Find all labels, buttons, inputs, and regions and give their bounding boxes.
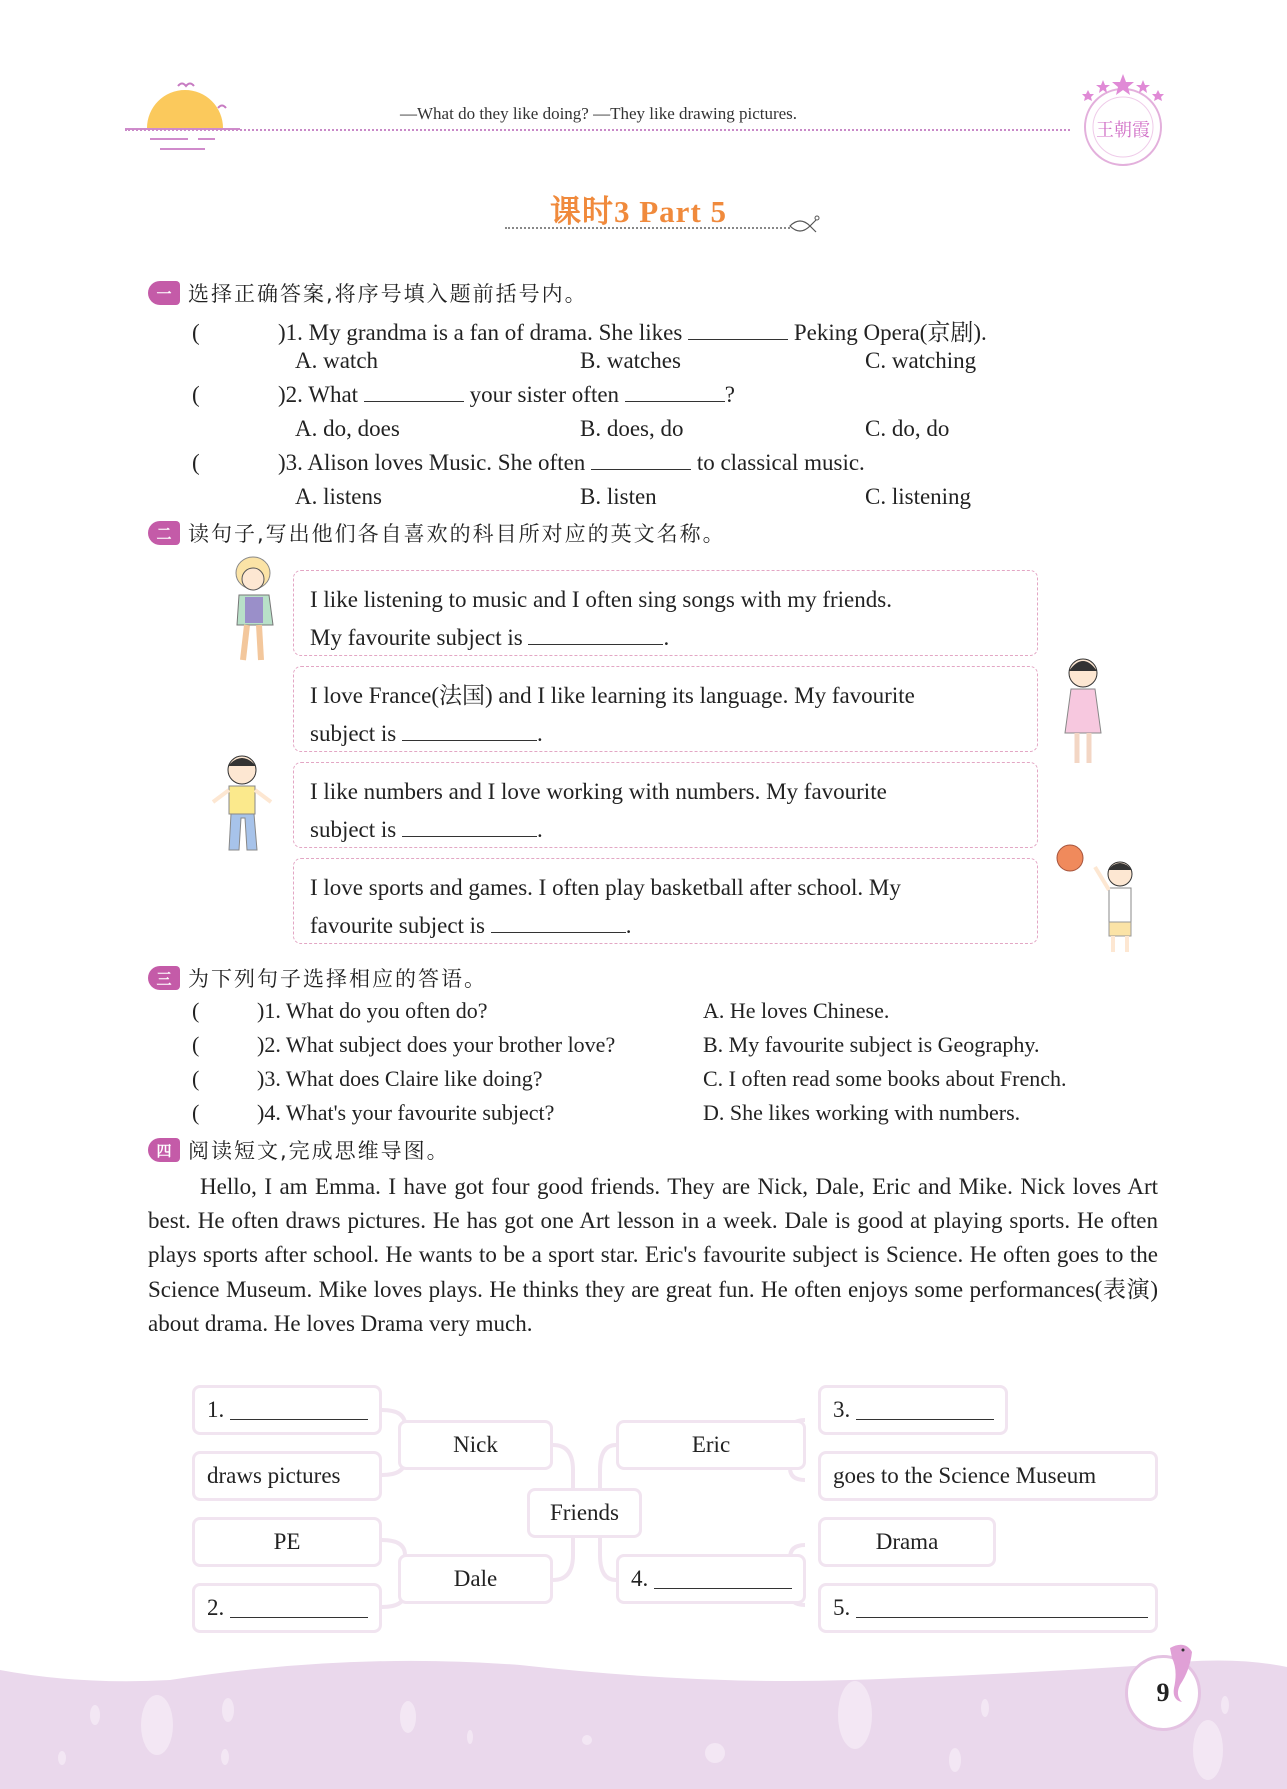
fill-blank[interactable] <box>856 1401 994 1420</box>
logo-text: 王朝霞 <box>1096 120 1150 141</box>
fill-blank[interactable] <box>230 1599 368 1618</box>
section-1-instructions: 选择正确答案,将序号填入题前括号内。 <box>188 282 588 306</box>
page-title: 课时3 Part 5 <box>550 194 728 229</box>
section-2-badge: 二 <box>148 521 180 545</box>
answer-paren[interactable]: ( <box>192 1100 200 1125</box>
s1-q2-option-b: B. does, do <box>580 416 684 441</box>
section-4-instructions: 阅读短文,完成思维导图。 <box>188 1139 450 1163</box>
fill-blank[interactable] <box>230 1401 368 1420</box>
mindmap-eric-detail: goes to the Science Museum <box>818 1451 1158 1501</box>
sentence-box-1: I like listening to music and I often sing songs with my friends. My favourite subject is . <box>293 570 1038 656</box>
mindmap-node-dale: Dale <box>398 1554 553 1604</box>
section-3-instructions: 为下列句子选择相应的答语。 <box>188 967 487 991</box>
sentence-box-3: I like numbers and I love working with numbers. My favourite subject is . <box>293 762 1038 848</box>
s1-q3-option-c: C. listening <box>865 484 972 509</box>
footer-wave-decoration <box>0 1655 1287 1789</box>
s3-question-3: ( )3. What does Claire like doing? <box>192 1066 543 1091</box>
s1-q1-option-c: C. watching <box>865 348 977 373</box>
mindmap-blank-5[interactable]: 5. <box>818 1583 1158 1633</box>
mindmap-node-eric: Eric <box>616 1420 806 1470</box>
answer-paren[interactable]: ( <box>192 1032 200 1057</box>
s3-question-1: ( )1. What do you often do? <box>192 998 488 1023</box>
s1-question-3: ( )3. Alison loves Music. She often to classical music. <box>192 450 865 475</box>
mindmap-blank-1[interactable]: 1. <box>192 1385 382 1435</box>
s1-q3-option-b: B. listen <box>580 484 657 509</box>
mindmap-dale-subject: PE <box>192 1517 382 1567</box>
s3-answer-a: A. He loves Chinese. <box>703 998 890 1023</box>
mindmap-mike-subject: Drama <box>818 1517 996 1567</box>
s1-q2-option-a: A. do, does <box>295 416 400 441</box>
mindmap-blank-3[interactable]: 3. <box>818 1385 1008 1435</box>
mindmap-nick-detail: draws pictures <box>192 1451 382 1501</box>
mindmap-blank-4[interactable]: 4. <box>616 1554 806 1604</box>
answer-paren[interactable]: ( <box>192 450 200 475</box>
answer-paren[interactable]: ( <box>192 998 200 1023</box>
answer-paren[interactable]: ( <box>192 1066 200 1091</box>
s3-question-4: ( )4. What's your favourite subject? <box>192 1100 555 1125</box>
s1-q1-option-b: B. watches <box>580 348 681 373</box>
reading-passage: Hello, I am Emma. I have got four good friends. They are Nick, Dale, Eric and Mike. Nick loves Art best. He often draws pictures. He has got one Art lesson in a week. Dale is good at playing sports. He often plays sports after school. He wants to be a sport star. Eric's favourite subject is Science. He often goes to the Science Museum. Mike loves plays. He thinks they are great fun. He often enjoys some performances(表演) about drama. He loves Drama very much. <box>148 1174 1158 1336</box>
mindmap-node-nick: Nick <box>398 1420 553 1470</box>
s1-q1-option-a: A. watch <box>295 348 379 373</box>
section-1-badge: 一 <box>148 281 180 305</box>
mindmap-center-friends: Friends <box>527 1488 642 1538</box>
mindmap-blank-2[interactable]: 2. <box>192 1583 382 1633</box>
s3-question-2: ( )2. What subject does your brother love? <box>192 1032 616 1057</box>
fill-blank[interactable] <box>654 1570 792 1589</box>
fill-blank[interactable] <box>856 1599 1148 1618</box>
page-number: 9 <box>1125 1655 1201 1731</box>
section-2-instructions: 读句子,写出他们各自喜欢的科目所对应的英文名称。 <box>188 522 726 546</box>
section-4-badge: 四 <box>148 1138 180 1162</box>
dolphin-icon <box>1150 1640 1200 1710</box>
s3-answer-b: B. My favourite subject is Geography. <box>703 1032 1040 1057</box>
section-3-badge: 三 <box>148 966 180 990</box>
header-sentence: —What do they like doing? —They like drawing pictures. <box>400 104 798 123</box>
s3-answer-d: D. She likes working with numbers. <box>703 1100 1021 1125</box>
sentence-box-2: I love France(法国) and I like learning its language. My favourite subject is . <box>293 666 1038 752</box>
sentence-box-4: I love sports and games. I often play basketball after school. My favourite subject is . <box>293 858 1038 944</box>
s1-q3-option-a: A. listens <box>295 484 382 509</box>
answer-paren[interactable]: ( <box>192 382 200 407</box>
s3-answer-c: C. I often read some books about French. <box>703 1066 1067 1091</box>
s1-question-1: ( )1. My grandma is a fan of drama. She likes Peking Opera(京剧). <box>192 320 987 345</box>
s1-question-2: ( )2. What your sister often ? <box>192 382 736 407</box>
answer-paren[interactable]: ( <box>192 320 200 345</box>
s1-q2-option-c: C. do, do <box>865 416 950 441</box>
